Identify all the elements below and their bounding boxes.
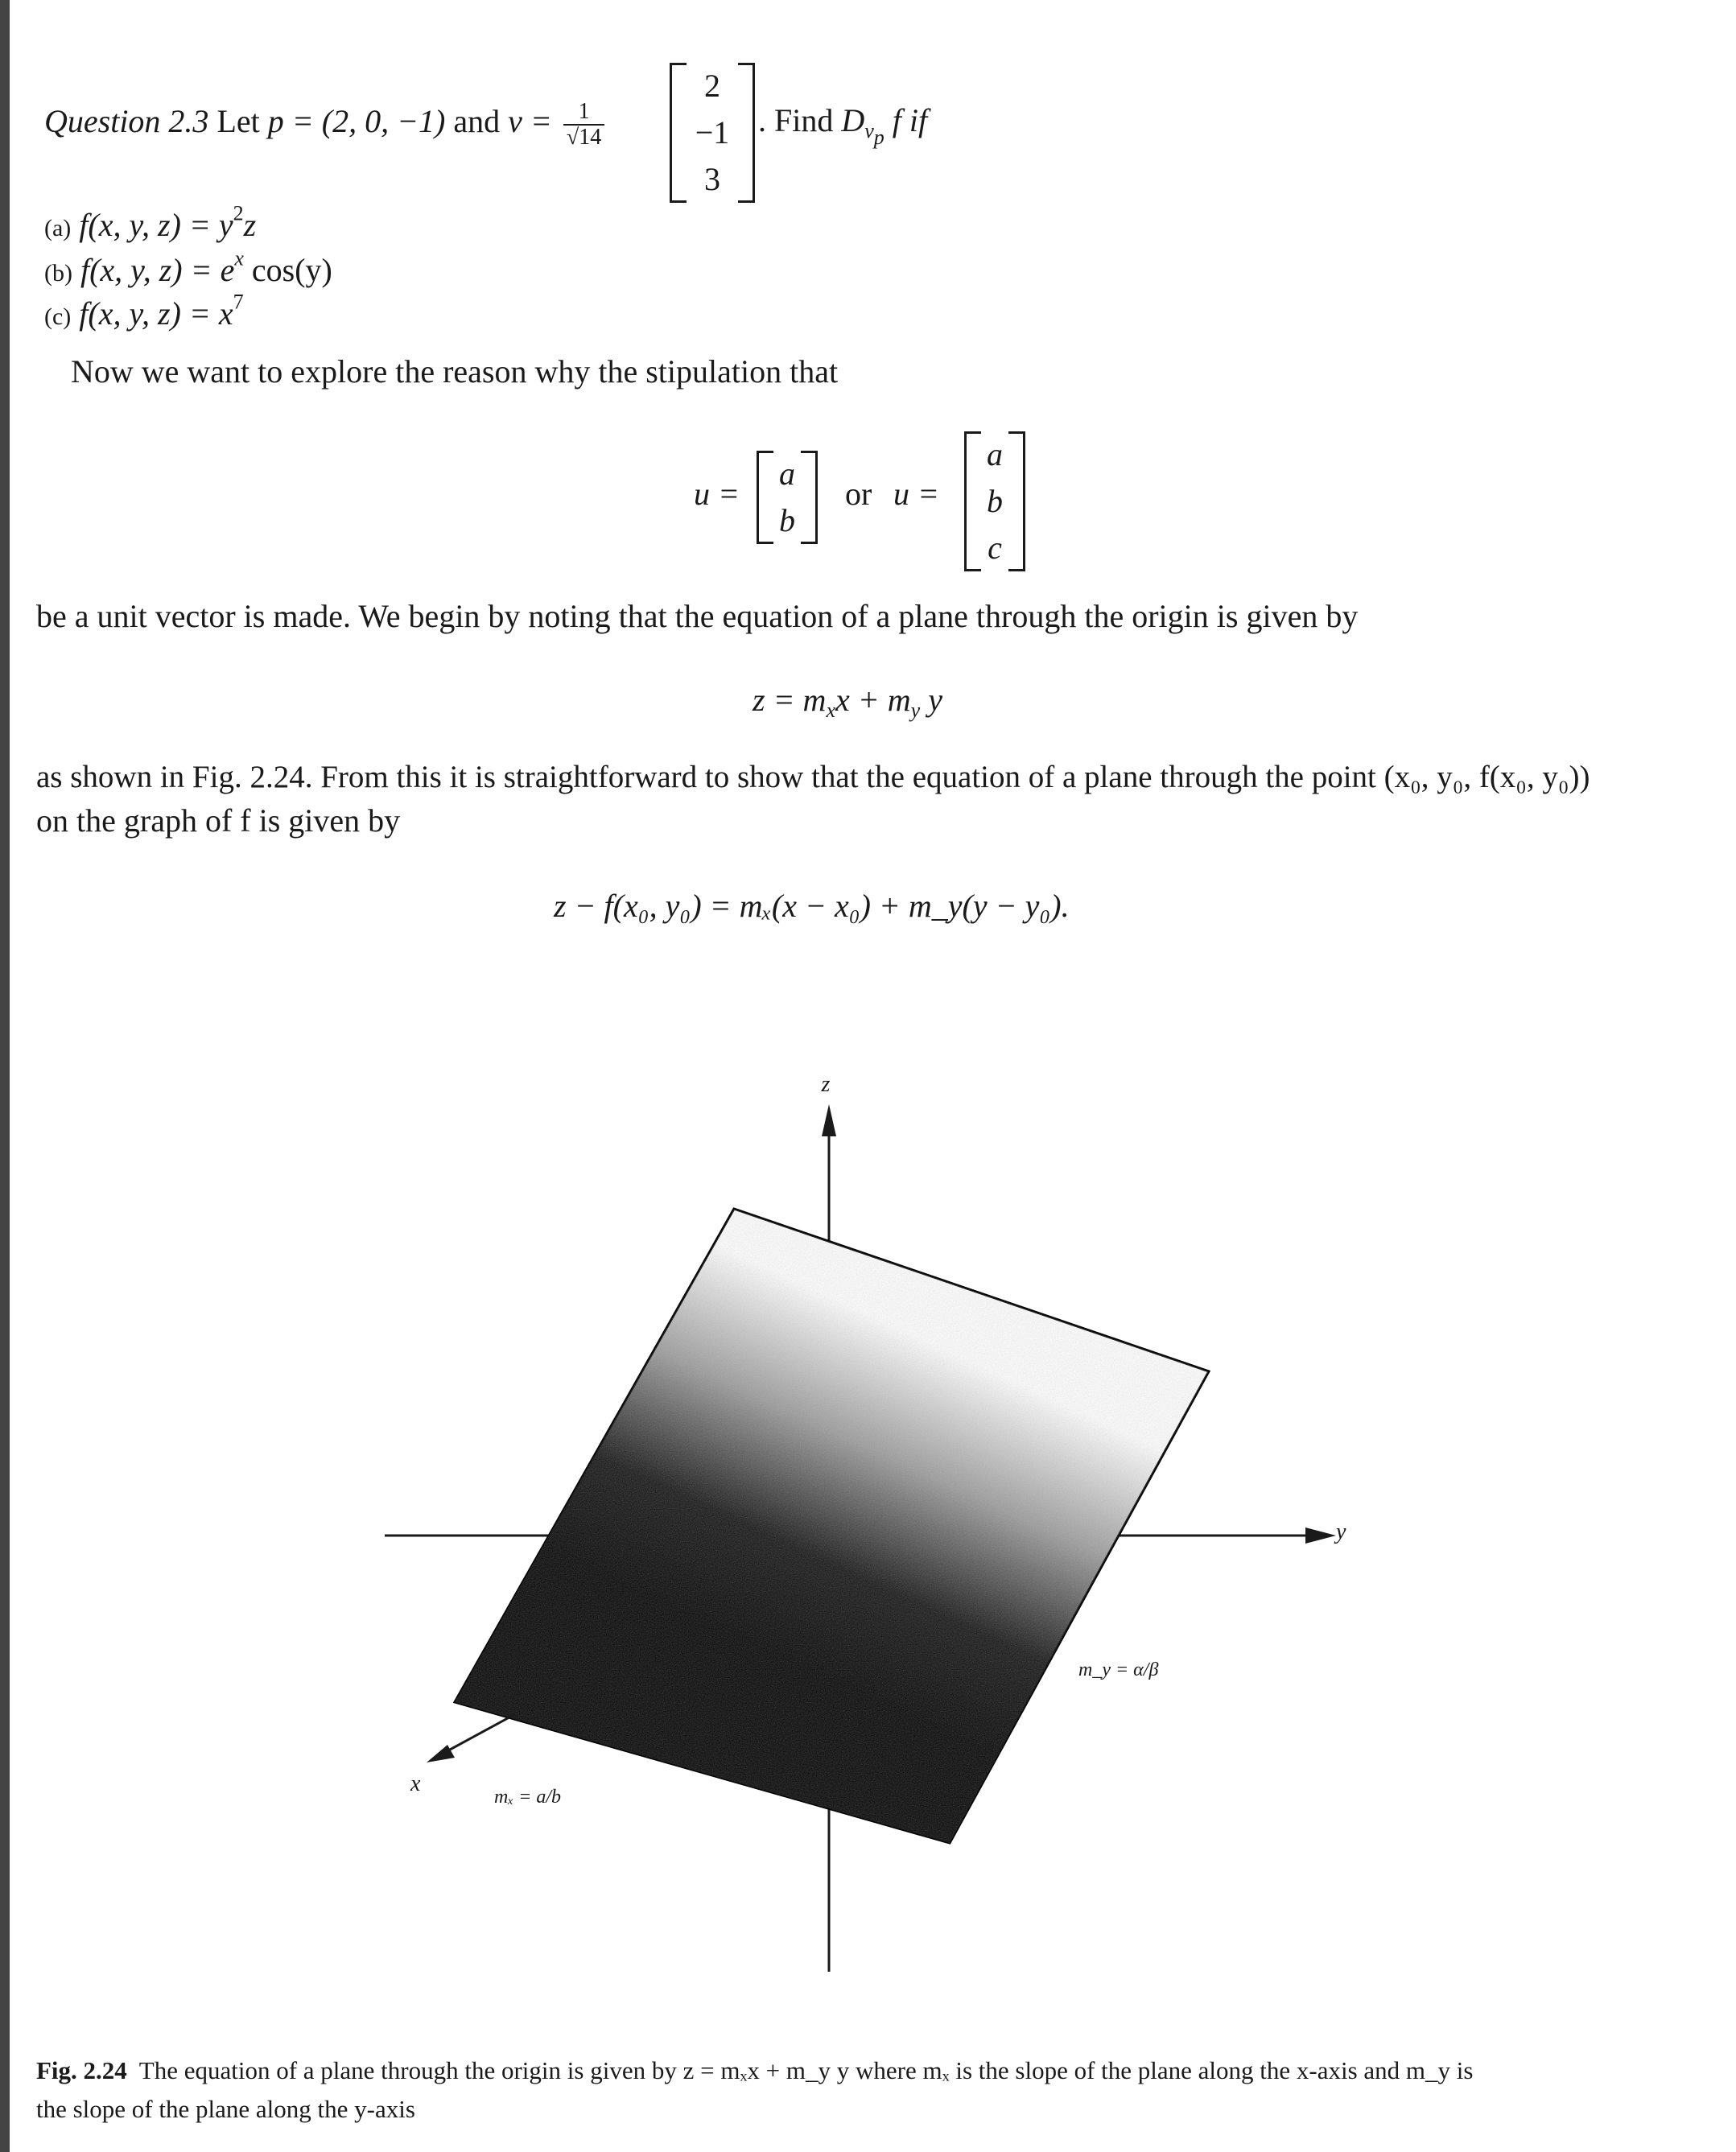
z-axis-label: z xyxy=(821,1072,831,1097)
vector-v-entry: 2 xyxy=(704,68,720,104)
u-lhs-3d: u = xyxy=(893,476,939,512)
figure-caption-line-2: the slope of the plane along the y-axis xyxy=(36,2095,415,2123)
part-sup: 7 xyxy=(233,290,244,314)
y-axis-label: y xyxy=(1336,1519,1346,1544)
operator-subsub: p xyxy=(873,125,884,149)
equation-1-mid: x + m xyxy=(835,682,911,718)
paragraph-2: be a unit vector is made. We begin by noting that the equation of a plane through the origin is given by xyxy=(36,598,1359,634)
part-label: (a) xyxy=(44,215,72,241)
u-vector-3d-entry: a xyxy=(987,436,1003,472)
question-let: Let xyxy=(216,103,260,140)
paragraph-3-line-1: as shown in Fig. 2.24. From this it is straightforward to show that the equation of a plane through the point (x₀, y₀, f(x₀, y₀)) xyxy=(36,760,1590,794)
part-sup: 2 xyxy=(233,201,244,225)
figure-caption-line-1 xyxy=(36,2054,1473,2088)
fraction-denominator: √14 xyxy=(566,125,602,150)
part-tail: cos(y) xyxy=(243,252,332,288)
fraction-numerator: 1 xyxy=(563,100,604,126)
vector-v-entry: −1 xyxy=(695,114,730,150)
slope-my-label: m_y = α/β xyxy=(1078,1659,1159,1680)
vector-v-entry: 3 xyxy=(704,161,720,197)
u-vector-3d-entry: b xyxy=(987,483,1003,519)
question-tail: f if xyxy=(892,102,928,138)
x-axis-arrow xyxy=(427,1745,455,1762)
u-vector-3d-entry: c xyxy=(988,530,1002,566)
caption-fig-label: Fig. 2.24 xyxy=(36,2056,127,2084)
part-sup: x xyxy=(234,246,244,270)
question-label: Question 2.3 xyxy=(44,103,209,140)
part-label: (b) xyxy=(44,260,72,287)
question-find-text: . Find xyxy=(758,102,834,138)
part-label: (c) xyxy=(44,303,72,330)
operator-sub: v xyxy=(864,118,874,142)
operator-d: D xyxy=(841,102,865,138)
equation-1-sub-x: x xyxy=(826,698,835,722)
equation-1-rhs: y xyxy=(928,682,942,718)
paragraph-1: Now we want to explore the reason why the stipulation that xyxy=(71,353,839,390)
x-axis-label: x xyxy=(410,1771,421,1796)
u-vector-2d-entry: a xyxy=(779,456,795,492)
equation-1-lhs: z = m xyxy=(753,682,827,718)
y-axis-arrow xyxy=(1305,1527,1336,1544)
u-or: or xyxy=(845,476,872,512)
question-v-assign: v = xyxy=(508,103,552,140)
part-expr: f(x, y, z) = y xyxy=(79,207,233,243)
u-vector-2d-entry: b xyxy=(779,502,795,538)
z-axis-arrow xyxy=(822,1104,836,1136)
equation-1-sub-y: y xyxy=(910,698,921,722)
equation-2: z − f(x₀, y₀) = mₓ(x − x₀) + m_y(y − y₀). xyxy=(554,888,1070,924)
caption-text-1: The equation of a plane through the origin is given by z = mₓx + m_y y where mₓ is the slope of the plane along the x-axis and m_y is xyxy=(138,2056,1474,2084)
part-expr: f(x, y, z) = x xyxy=(79,295,233,332)
part-tail: z xyxy=(243,207,257,243)
u-lhs-2d: u = xyxy=(694,476,740,512)
slope-mx-label: mₓ = a/b xyxy=(494,1787,562,1808)
paragraph-3-line-2: on the graph of f is given by xyxy=(36,802,401,839)
question-p-assign: p = (2, 0, −1) xyxy=(267,103,446,140)
x-axis-line xyxy=(441,1714,515,1754)
question-and: and xyxy=(453,103,501,140)
part-expr: f(x, y, z) = e xyxy=(80,252,235,288)
plane-grain xyxy=(455,1209,1209,1843)
